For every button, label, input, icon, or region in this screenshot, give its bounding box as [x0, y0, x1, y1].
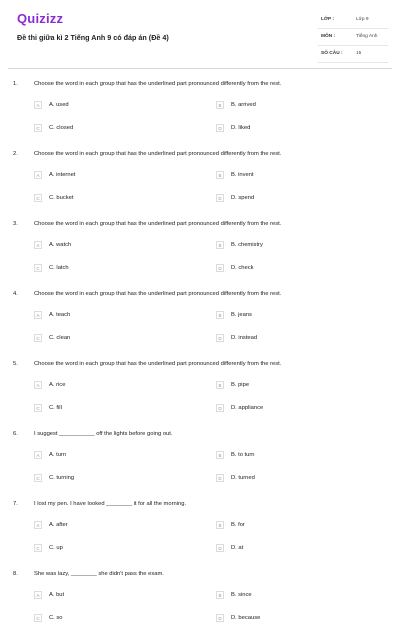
question-5	[0, 361, 400, 431]
question-number: 7.	[13, 501, 18, 507]
question-text: Choose the word in each group that has the underlined part pronounced differently from the rest.	[34, 151, 282, 157]
question-number: 5.	[13, 361, 18, 367]
option-letter-box: B	[216, 171, 224, 179]
option-text: B. jeans	[231, 312, 252, 318]
question-2	[0, 151, 400, 221]
option-text: B. chemistry	[231, 242, 263, 248]
option-text: D. because	[231, 615, 261, 621]
option-letter-box: A	[34, 451, 42, 459]
meta-row-class	[318, 12, 388, 29]
question-number: 3.	[13, 221, 18, 227]
option-letter-box: A	[34, 171, 42, 179]
option-text: A. teach	[49, 312, 71, 318]
option-text: B. pipe	[231, 382, 250, 388]
option-text: A. but	[49, 592, 65, 598]
option-letter-box: A	[34, 311, 42, 319]
option-letter-box: C	[34, 474, 42, 482]
option-letter-box: B	[216, 591, 224, 599]
option-letter-box: B	[216, 241, 224, 249]
option-text: D. liked	[231, 125, 251, 131]
option-letter-box: A	[34, 591, 42, 599]
option-letter-box: D	[216, 124, 224, 132]
option-letter-box: D	[216, 404, 224, 412]
option-text: D. check	[231, 265, 254, 271]
question-text: Choose the word in each group that has the underlined part pronounced differently from the rest.	[34, 361, 282, 367]
meta-label: SỐ CÂU :	[321, 51, 343, 56]
page-title: Đề thi giữa kì 2 Tiếng Anh 9 có đáp án (Đề 4)	[17, 33, 169, 42]
question-text: I lost my pen. I have looked ________ it for all the morning.	[34, 501, 187, 507]
option-text: D. instead	[231, 335, 258, 341]
meta-label: MÔN :	[321, 34, 336, 39]
option-letter-box: A	[34, 241, 42, 249]
option-text: C. turning	[49, 475, 75, 481]
option-letter-box: A	[34, 381, 42, 389]
option-text: B. for	[231, 522, 245, 528]
option-letter-box: D	[216, 474, 224, 482]
quizizz-logo: Quizizz	[17, 11, 64, 26]
meta-value: Lớp 9	[356, 17, 369, 22]
meta-value: 15	[356, 51, 362, 56]
option-text: B. to turn	[231, 452, 255, 458]
option-letter-box: B	[216, 381, 224, 389]
option-letter-box: D	[216, 194, 224, 202]
meta-label: LỚP :	[321, 17, 335, 22]
meta-row-subject	[318, 29, 388, 46]
option-text: D. spend	[231, 195, 255, 201]
question-number: 4.	[13, 291, 18, 297]
option-letter-box: D	[216, 614, 224, 622]
question-text: I suggest ___________ off the lights before going out.	[34, 431, 173, 437]
option-letter-box: A	[34, 521, 42, 529]
option-text: D. turned	[231, 475, 255, 481]
option-letter-box: C	[34, 614, 42, 622]
meta-value: Tiếng Anh	[356, 34, 378, 39]
question-text: Choose the word in each group that has the underlined part pronounced differently from the rest.	[34, 81, 282, 87]
option-letter-box: A	[34, 101, 42, 109]
option-letter-box: C	[34, 334, 42, 342]
question-4	[0, 291, 400, 361]
option-text: B. invent	[231, 172, 254, 178]
option-letter-box: B	[216, 521, 224, 529]
option-text: C. up	[49, 545, 63, 551]
option-text: A. after	[49, 522, 68, 528]
option-letter-box: C	[34, 404, 42, 412]
option-text: A. rice	[49, 382, 66, 388]
option-letter-box: D	[216, 544, 224, 552]
meta-panel	[318, 12, 388, 63]
header-divider	[8, 68, 392, 69]
option-text: C. so	[49, 615, 63, 621]
option-letter-box: C	[34, 124, 42, 132]
option-letter-box: D	[216, 334, 224, 342]
question-text: Choose the word in each group that has the underlined part pronounced differently from the rest.	[34, 291, 282, 297]
option-letter-box: C	[34, 264, 42, 272]
option-text: D. at	[231, 545, 244, 551]
question-1	[0, 81, 400, 151]
option-text: C. closed	[49, 125, 74, 131]
question-number: 1.	[13, 81, 18, 87]
question-text: Choose the word in each group that has the underlined part pronounced differently from the rest.	[34, 221, 282, 227]
option-letter-box: C	[34, 544, 42, 552]
option-text: C. bucket	[49, 195, 74, 201]
option-text: C. latch	[49, 265, 69, 271]
option-text: C. fill	[49, 405, 62, 411]
question-3	[0, 221, 400, 291]
question-number: 6.	[13, 431, 18, 437]
option-text: A. used	[49, 102, 69, 108]
option-letter-box: C	[34, 194, 42, 202]
option-letter-box: D	[216, 264, 224, 272]
question-6	[0, 431, 400, 501]
option-text: D. appliance	[231, 405, 264, 411]
question-number: 8.	[13, 571, 18, 577]
option-text: B. since	[231, 592, 252, 598]
option-text: A. turn	[49, 452, 67, 458]
question-7	[0, 501, 400, 571]
option-text: A. internet	[49, 172, 76, 178]
option-letter-box: B	[216, 101, 224, 109]
question-number: 2.	[13, 151, 18, 157]
meta-row-count	[318, 46, 388, 63]
option-text: B. arrived	[231, 102, 256, 108]
option-text: C. clean	[49, 335, 71, 341]
option-text: A. watch	[49, 242, 72, 248]
option-letter-box: B	[216, 451, 224, 459]
question-8	[0, 571, 400, 641]
question-text: She was lazy, ________ she didn't pass the exam.	[34, 571, 164, 577]
option-letter-box: B	[216, 311, 224, 319]
